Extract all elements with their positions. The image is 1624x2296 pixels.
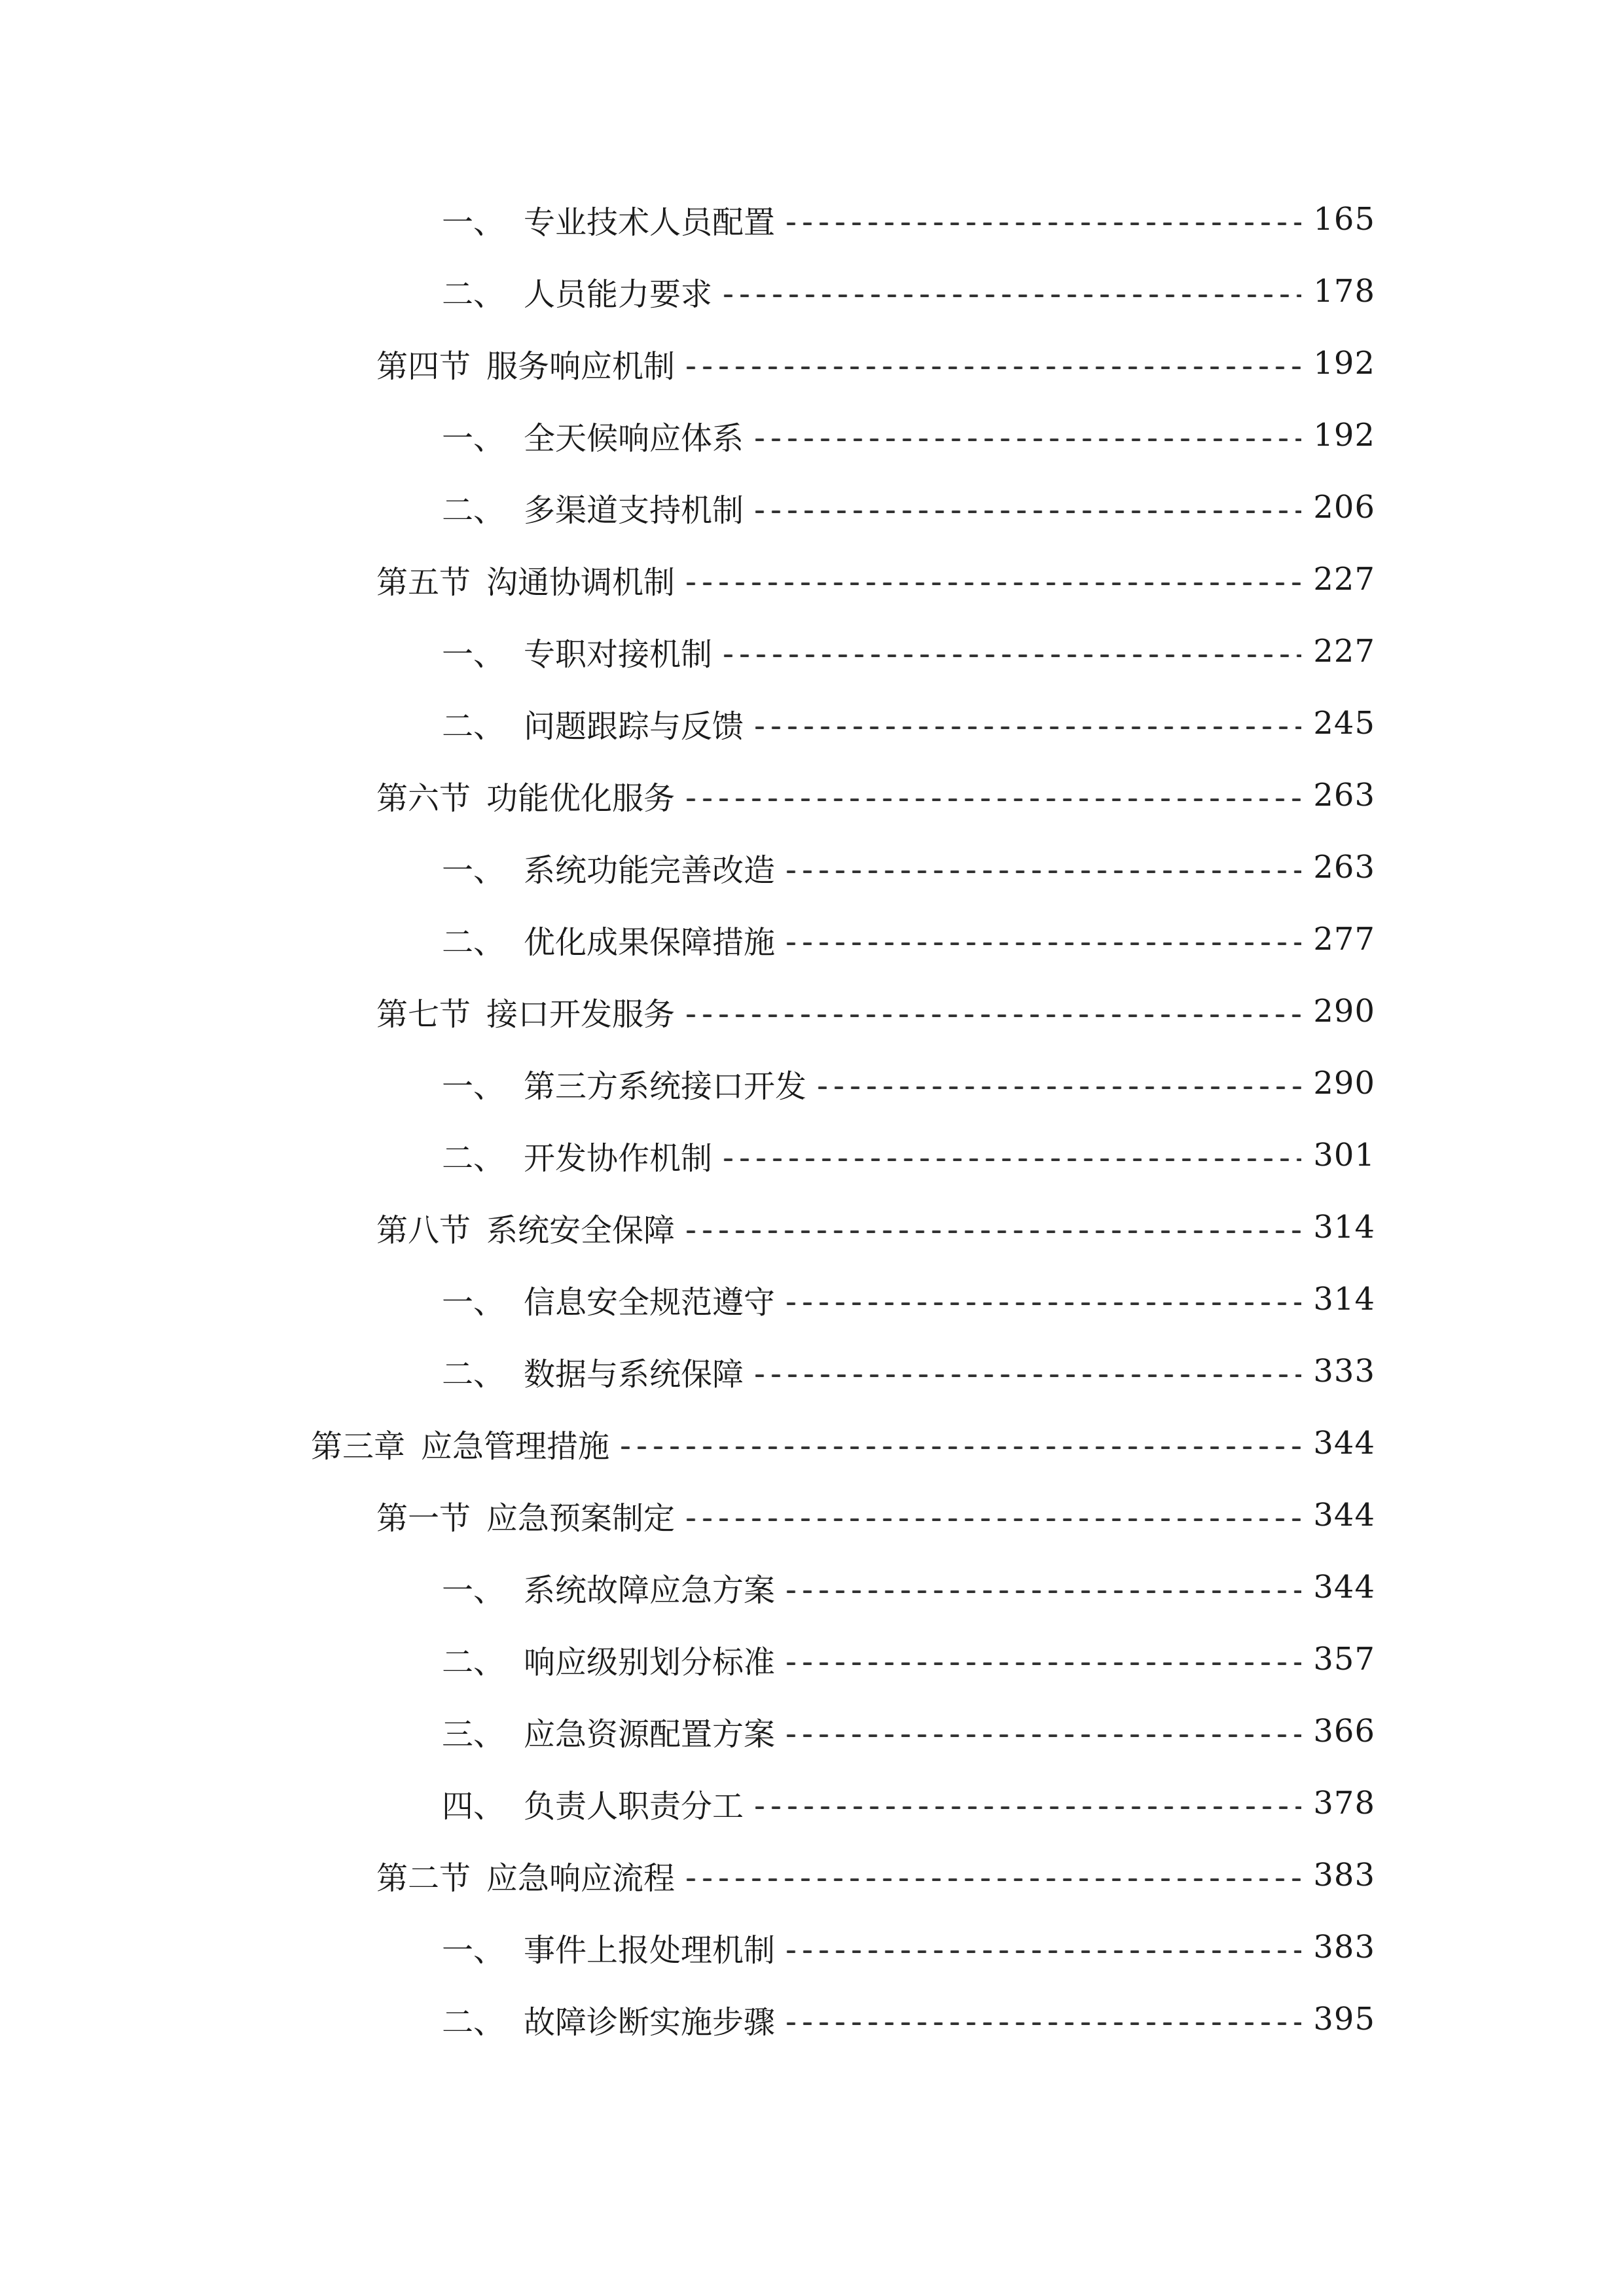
toc-entry-page-number: 165 [1313, 201, 1375, 238]
toc-entry-number: 二、 [442, 492, 505, 529]
toc-entry-page-number: 344 [1313, 1497, 1375, 1534]
toc-entry-number: 一、 [442, 636, 505, 673]
toc-entry[interactable] [376, 1201, 1375, 1253]
toc-entry-page-number: 277 [1313, 921, 1375, 958]
toc-entry-page-number: 395 [1313, 2001, 1375, 2037]
toc-entry[interactable] [376, 553, 1375, 605]
toc-entry[interactable] [442, 1777, 1375, 1829]
toc-entry-title: 多渠道支持机制 [524, 492, 744, 529]
toc-entry-page-number: 301 [1313, 1137, 1375, 1174]
toc-entry[interactable] [442, 265, 1375, 317]
toc-entry-number: 三、 [442, 1715, 505, 1753]
toc-entry[interactable] [442, 409, 1375, 461]
toc-entry-title: 第三方系统接口开发 [524, 1067, 807, 1105]
toc-entry-title: 功能优化服务 [486, 780, 676, 817]
toc-entry-number: 二、 [442, 1643, 505, 1681]
toc-entry-title: 信息安全规范遵守 [524, 1283, 776, 1321]
toc-entry-title: 系统故障应急方案 [524, 1571, 776, 1609]
toc-entry[interactable] [376, 1489, 1375, 1541]
toc-entry[interactable] [442, 697, 1375, 749]
dot-leader [814, 1086, 1301, 1089]
dot-leader [683, 798, 1301, 801]
dot-leader [683, 1518, 1301, 1521]
toc-entry-number: 二、 [442, 2003, 505, 2041]
toc-entry[interactable] [442, 481, 1375, 533]
toc-entry-chapter[interactable] [311, 1417, 1375, 1469]
toc-entry-number: 二、 [442, 276, 505, 313]
toc-entry[interactable] [442, 1561, 1375, 1613]
dot-leader [783, 1302, 1301, 1305]
toc-entry-page-number: 357 [1313, 1641, 1375, 1677]
dot-leader [783, 2022, 1301, 2025]
dot-leader [783, 1662, 1301, 1665]
toc-entry-title: 专业技术人员配置 [524, 204, 776, 241]
table-of-contents [0, 193, 1624, 2065]
toc-entry-page-number: 333 [1313, 1353, 1375, 1390]
toc-entry-title: 应急管理措施 [421, 1427, 610, 1465]
dot-leader [683, 1878, 1301, 1881]
toc-entry-title: 服务响应机制 [486, 348, 676, 385]
toc-entry-number: 一、 [442, 1931, 505, 1969]
toc-entry-page-number: 192 [1313, 417, 1375, 454]
toc-entry-title: 专职对接机制 [524, 636, 713, 673]
toc-entry-number: 二、 [442, 1355, 505, 1393]
toc-entry-title: 应急资源配置方案 [524, 1715, 776, 1753]
toc-entry-title: 优化成果保障措施 [524, 924, 776, 961]
toc-entry-title: 应急预案制定 [486, 1499, 676, 1537]
toc-entry-title: 全天候响应体系 [524, 420, 744, 457]
toc-entry-number: 第八节 [376, 1211, 471, 1249]
toc-entry-title: 故障诊断实施步骤 [524, 2003, 776, 2041]
toc-entry-title: 应急响应流程 [486, 1859, 676, 1897]
toc-entry-page-number: 227 [1313, 633, 1375, 670]
toc-entry[interactable] [442, 1705, 1375, 1757]
toc-entry[interactable] [442, 1129, 1375, 1181]
toc-entry-page-number: 344 [1313, 1425, 1375, 1462]
toc-entry-title: 沟通协调机制 [486, 564, 676, 601]
toc-entry-page-number: 178 [1313, 273, 1375, 310]
toc-entry-title: 人员能力要求 [524, 276, 713, 313]
toc-entry-title: 系统安全保障 [486, 1211, 676, 1249]
toc-entry-number: 二、 [442, 708, 505, 745]
toc-entry-page-number: 314 [1313, 1209, 1375, 1246]
toc-entry-page-number: 192 [1313, 345, 1375, 382]
toc-entry-number: 一、 [442, 420, 505, 457]
dot-leader [751, 1374, 1301, 1377]
toc-entry[interactable] [442, 1633, 1375, 1685]
toc-entry[interactable] [442, 841, 1375, 893]
dot-leader [720, 655, 1301, 657]
toc-entry[interactable] [442, 1057, 1375, 1109]
dot-leader [751, 1806, 1301, 1809]
toc-entry-number: 第五节 [376, 564, 471, 601]
toc-entry-title: 负责人职责分工 [524, 1787, 744, 1825]
dot-leader [720, 295, 1301, 297]
toc-entry-page-number: 383 [1313, 1857, 1375, 1893]
toc-entry-title: 开发协作机制 [524, 1139, 713, 1177]
dot-leader [783, 942, 1301, 945]
dot-leader [783, 1950, 1301, 1953]
toc-entry[interactable] [442, 193, 1375, 245]
toc-entry-number: 第六节 [376, 780, 471, 817]
toc-entry-page-number: 227 [1313, 561, 1375, 598]
toc-entry-page-number: 245 [1313, 705, 1375, 742]
toc-entry[interactable] [442, 1345, 1375, 1397]
dot-leader [720, 1158, 1301, 1161]
toc-entry[interactable] [442, 913, 1375, 965]
dot-leader [683, 1014, 1301, 1017]
toc-entry[interactable] [442, 1273, 1375, 1325]
dot-leader [751, 439, 1301, 441]
dot-leader [783, 1734, 1301, 1737]
toc-entry[interactable] [376, 1849, 1375, 1901]
dot-leader [783, 1590, 1301, 1593]
dot-leader [751, 726, 1301, 729]
toc-entry-title: 事件上报处理机制 [524, 1931, 776, 1969]
toc-entry-number: 一、 [442, 1571, 505, 1609]
dot-leader [617, 1446, 1301, 1449]
toc-entry-number: 第二节 [376, 1859, 471, 1897]
toc-entry-number: 一、 [442, 852, 505, 889]
toc-entry-page-number: 383 [1313, 1929, 1375, 1965]
toc-entry-page-number: 314 [1313, 1281, 1375, 1318]
toc-entry[interactable] [376, 769, 1375, 821]
toc-entry[interactable] [376, 337, 1375, 389]
toc-entry-page-number: 344 [1313, 1569, 1375, 1605]
dot-leader [683, 367, 1301, 369]
toc-entry-number: 一、 [442, 1067, 505, 1105]
toc-entry-title: 问题跟踪与反馈 [524, 708, 744, 745]
dot-leader [683, 583, 1301, 585]
dot-leader [683, 1230, 1301, 1233]
toc-entry-page-number: 263 [1313, 849, 1375, 886]
toc-entry-number: 第三章 [311, 1427, 406, 1465]
toc-entry-page-number: 290 [1313, 1065, 1375, 1102]
toc-entry-number: 一、 [442, 1283, 505, 1321]
toc-entry-number: 第一节 [376, 1499, 471, 1537]
toc-entry-page-number: 263 [1313, 777, 1375, 814]
toc-entry-number: 第七节 [376, 996, 471, 1033]
dot-leader [783, 870, 1301, 873]
toc-entry-page-number: 366 [1313, 1713, 1375, 1749]
toc-entry[interactable] [442, 1993, 1375, 2045]
toc-entry-title: 数据与系统保障 [524, 1355, 744, 1393]
toc-entry-number: 二、 [442, 1139, 505, 1177]
dot-leader [751, 511, 1301, 513]
toc-entry-page-number: 378 [1313, 1785, 1375, 1821]
toc-entry-page-number: 290 [1313, 993, 1375, 1030]
toc-entry-number: 四、 [442, 1787, 505, 1825]
toc-entry[interactable] [442, 1921, 1375, 1973]
toc-entry-number: 一、 [442, 204, 505, 241]
toc-entry-number: 第四节 [376, 348, 471, 385]
toc-entry-page-number: 206 [1313, 489, 1375, 526]
dot-leader [783, 223, 1301, 225]
toc-entry-title: 系统功能完善改造 [524, 852, 776, 889]
toc-entry-number: 二、 [442, 924, 505, 961]
toc-entry-title: 接口开发服务 [486, 996, 676, 1033]
toc-entry[interactable] [442, 625, 1375, 677]
toc-entry[interactable] [376, 985, 1375, 1037]
toc-entry-title: 响应级别划分标准 [524, 1643, 776, 1681]
